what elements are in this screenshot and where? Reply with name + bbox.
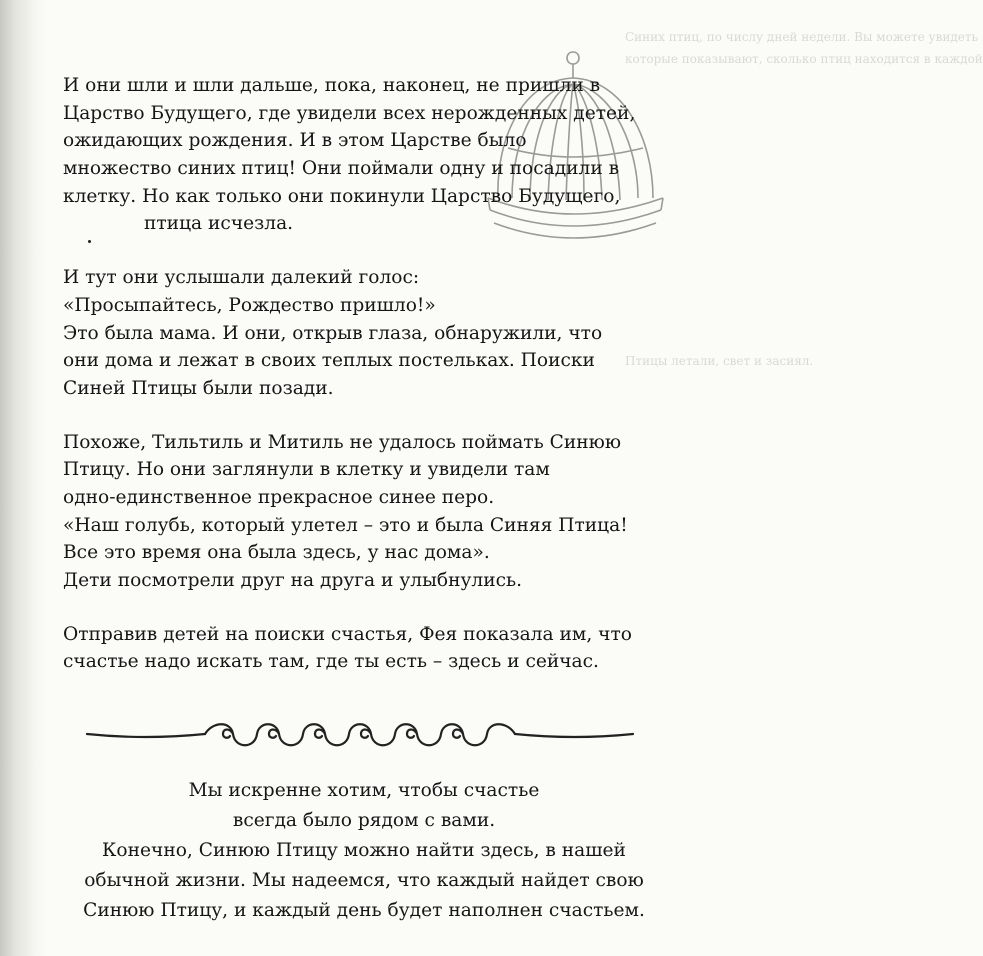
text-line: Отправив детей на поиски счастья, Фея показала им, что [63,623,632,645]
text-line: И они шли и шли дальше, пока, наконец, не пришли в [63,75,601,96]
closing-line: Конечно, Синюю Птицу можно найти здесь, в нашей [102,840,626,861]
text-line: ожидающих рождения. И в этом Царстве было [63,130,527,152]
text-line: счастье надо искать там, где ты есть – здесь и сейчас. [63,651,599,673]
bleed-line: Синих птиц, по числу дней недели. Вы можете увидеть [625,30,978,44]
text-line: Дети посмотрели друг на друга и улыбнулись. [63,570,523,591]
closing-line: обычной жизни. Мы надеемся, что каждый найдет свою [84,870,644,891]
text-line: «Просыпайтесь, Рождество пришло!» [63,294,436,316]
paragraph [63,429,663,595]
closing-line: Синюю Птицу, и каждый день будет наполнен счастьем. [83,900,645,921]
text-line: они дома и лежат в своих теплых постельках. Поиски [63,350,595,372]
text-line: Все это время она была здесь, у нас дома». [63,542,490,564]
text-line: множество синих птиц! Они поймали одну и посадили в [63,158,620,180]
text-line: Это была мама. И они, открыв глаза, обнаружили, что [63,322,603,344]
text-line: Синей Птицы были позади. [63,377,334,399]
text-line: одно-единственное прекрасное синее перо. [63,486,495,508]
scroll-ornament-divider [85,707,635,762]
bleed-line: Птицы летали, свет и засиял. [625,354,814,368]
stray-dot [88,240,91,243]
closing-message [48,776,680,926]
page-gutter-shadow [0,0,48,956]
text-line: Царство Будущего, где увидели всех нерожденных детей, [63,102,636,124]
closing-line: Мы искренне хотим, чтобы счастье [188,780,540,801]
text-line: И тут они услышали далекий голос: [63,267,420,289]
story-text [63,72,663,702]
paragraph [63,621,663,676]
text-line: птица исчезла. [144,213,294,235]
text-line: клетку. Но как только они покинули Царство Будущего, [63,185,621,207]
bleed-line: которые показывают, сколько птиц находится в каждой [625,52,983,66]
paragraph [63,264,663,402]
paragraph [63,72,663,238]
text-line: «Наш голубь, который улетел – это и была Синяя Птица! [63,514,628,536]
text-line: Похоже, Тильтиль и Митиль не удалось поймать Синюю [63,431,622,453]
text-line: Птицу. Но они заглянули в клетку и увидели там [63,459,550,481]
closing-line: всегда было рядом с вами. [232,810,496,831]
